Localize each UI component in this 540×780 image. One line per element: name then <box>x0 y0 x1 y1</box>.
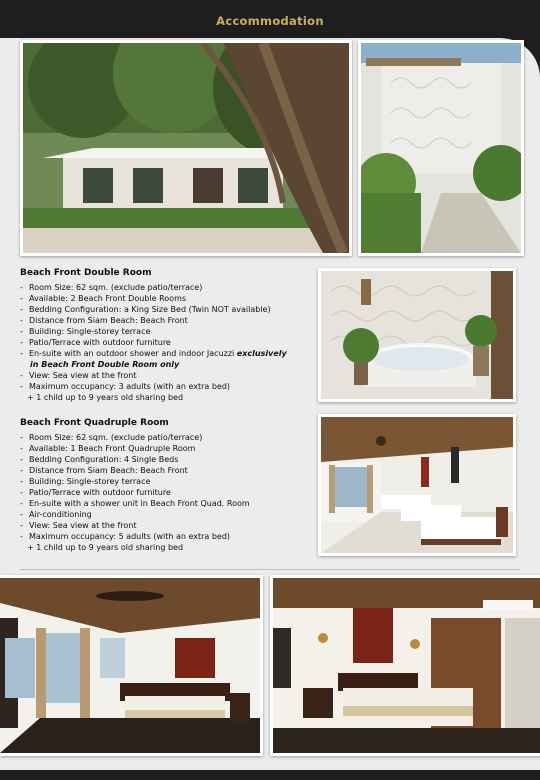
feature-item: - Room Size: 62 sqm. (exclude patio/terrace) <box>20 433 203 442</box>
room-quadruple-features <box>20 432 310 553</box>
jacuzzi-photo <box>318 268 516 402</box>
room-double-features <box>20 282 310 403</box>
feature-item: - View: Sea view at the front <box>20 521 137 530</box>
bedroom-wide-photo <box>0 575 263 756</box>
room-double-title: Beach Front Double Room <box>20 268 152 278</box>
feature-item: - Available: 2 Beach Front Double Rooms <box>20 294 187 303</box>
feature-extra: + 1 child up to 9 years old sharing bed <box>27 393 184 402</box>
feature-item: - Bedding Configuration: 4 Single Beds <box>20 455 179 464</box>
room-quadruple-details <box>20 418 310 553</box>
feature-item: - View: Sea view at the front <box>20 371 137 380</box>
feature-item: - Patio/Terrace with outdoor furniture <box>20 488 171 497</box>
feature-item-continued: in Beach Front Double Room only <box>30 360 180 369</box>
section-divider <box>20 569 520 570</box>
feature-item: - En-suite with an outdoor shower and indoor Jacuzzi exclusively <box>20 349 287 358</box>
feature-item: - En-suite with a shower unit in Beach Front Quad. Room <box>20 499 250 508</box>
feature-item: - Maximum occupancy: 3 adults (with an extra bed) <box>20 382 231 391</box>
feature-item: - Available: 1 Beach Front Quadruple Room <box>20 444 196 453</box>
feature-item: - Air-conditioning <box>20 510 92 519</box>
feature-item: - Patio/Terrace with outdoor furniture <box>20 338 171 347</box>
feature-item: - Distance from Siam Beach: Beach Front <box>20 316 188 325</box>
feature-extra: + 1 child up to 9 years old sharing bed <box>27 543 184 552</box>
feature-item: - Building: Single-storey terrace <box>20 477 151 486</box>
section-title: Accommodation <box>216 14 324 28</box>
garden-path-photo <box>358 40 524 256</box>
room-quadruple-title: Beach Front Quadruple Room <box>20 418 169 428</box>
feature-item: - Bedding Configuration: a King Size Bed (Twin NOT available) <box>20 305 271 314</box>
villa-exterior-photo <box>20 40 352 256</box>
feature-item: - Maximum occupancy: 5 adults (with an extra bed) <box>20 532 231 541</box>
feature-item: - Building: Single-storey terrace <box>20 327 151 336</box>
bedroom-wardrobe-photo <box>270 575 540 756</box>
quad-room-photo <box>318 414 516 556</box>
room-double-details <box>20 268 310 403</box>
feature-item: - Room Size: 62 sqm. (exclude patio/terrace) <box>20 283 203 292</box>
feature-item: - Distance from Siam Beach: Beach Front <box>20 466 188 475</box>
